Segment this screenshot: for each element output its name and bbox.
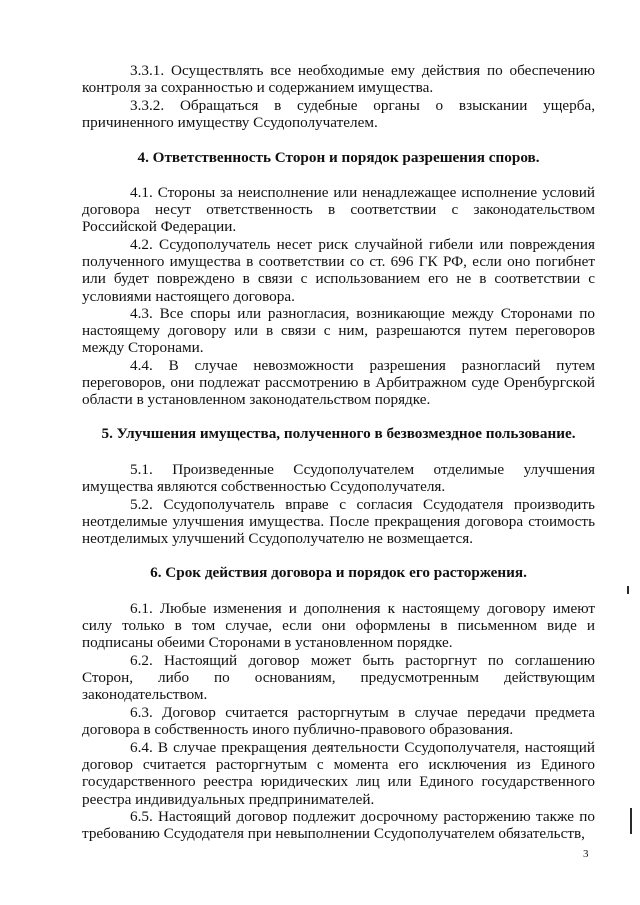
clause-5-2: 5.2. Ссудополучатель вправе с согласия Ссудодателя производить неотделимые улучшения имущества. После прекращения договора стоимость неотделимых улучшений Ссудополучателю не возмещается. [82, 496, 595, 548]
clause-3-3-2: 3.3.2. Обращаться в судебные органы о взыскании ущерба, причиненного имуществу Ссудополучателем. [82, 97, 595, 132]
clause-6-3: 6.3. Договор считается расторгнутым в случае передачи предмета договора в собственность иного публично-правового образования. [82, 704, 595, 739]
clause-4-3: 4.3. Все споры или разногласия, возникающие между Сторонами по настоящему договору или в связи с ним, разрешаются путем переговоров между Сторонами. [82, 305, 595, 357]
scan-speck [627, 586, 629, 594]
clause-6-4: 6.4. В случае прекращения деятельности Ссудополучателя, настоящий договор считается расторгнутым с момента его исключения из Единого государственного реестра юридических лиц или Единого государственного реестра индивидуальных предпринимателей. [82, 739, 595, 808]
section-4-heading: 4. Ответственность Сторон и порядок разрешения споров. [137, 149, 540, 166]
clause-6-5: 6.5. Настоящий договор подлежит досрочному расторжению также по требованию Ссудодателя при невыполнении Ссудополучателем обязательств, [82, 808, 595, 843]
section-6-heading: 6. Срок действия договора и порядок его расторжения. [150, 564, 527, 581]
clause-5-1: 5.1. Произведенные Ссудополучателем отделимые улучшения имущества являются собственностью Ссудополучателя. [82, 461, 595, 496]
clause-3-3-1: 3.3.1. Осуществлять все необходимые ему действия по обеспечению контроля за сохранностью и содержанием имущества. [82, 62, 595, 97]
clause-4-4: 4.4. В случае невозможности разрешения разногласий путем переговоров, они подлежат рассмотрению в Арбитражном суде Оренбургской области в установленном законодательством порядке. [82, 357, 595, 409]
clause-4-1: 4.1. Стороны за неисполнение или ненадлежащее исполнение условий договора несут ответственность в соответствии с законодательством Российской Федерации. [82, 184, 595, 236]
section-5-heading: 5. Улучшения имущества, полученного в безвозмездное пользование. [101, 425, 576, 442]
scan-speck [630, 808, 632, 834]
page-number: 3 [583, 848, 589, 860]
clause-6-1: 6.1. Любые изменения и дополнения к настоящему договору имеют силу только в том случае, если они оформлены в письменном виде и подписаны обеими Сторонами в установленном порядке. [82, 600, 595, 652]
clause-6-2: 6.2. Настоящий договор может быть расторгнут по соглашению Сторон, либо по основаниям, предусмотренным действующим законодательством. [82, 652, 595, 704]
clause-4-2: 4.2. Ссудополучатель несет риск случайной гибели или повреждения полученного имущества в соответствии со ст. 696 ГК РФ, если оно погибнет или будет повреждено в связи с использованием его не в соответствии с условиями настоящего договора. [82, 236, 595, 305]
